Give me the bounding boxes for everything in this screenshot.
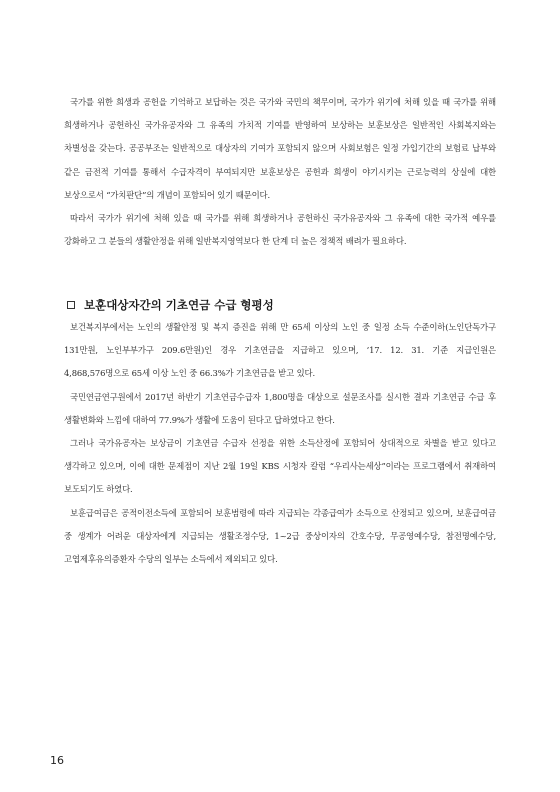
basic-pension-section	[64, 296, 496, 571]
section-paragraph-3: 그러나 국가유공자는 보상금이 기초연금 수급자 선정을 위한 소득산정에 포함되어 상대적으로 차별을 받고 있다고 생각하고 있으며, 이에 대한 문제점이 지난 2월 19일 KBS 시청자 칼럼 “우리사는세상”이라는 프로그램에서 취재하여 보도되기도 하였다.	[64, 438, 496, 495]
intro-paragraph-2: 따라서 국가가 위기에 처해 있을 때 국가를 위해 희생하거나 공헌하신 국가유공자와 그 유족에 대한 국가적 예우를 강화하고 그 분들의 생활안정을 위해 일반복지영역보다 한 단계 더 높은 정책적 배려가 필요하다.	[64, 213, 496, 247]
intro-text-block	[64, 91, 496, 253]
section-paragraph-2: 국민연금연구원에서 2017년 하반기 기초연금수급자 1,800명을 대상으로 설문조사를 실시한 결과 기초연금 수급 후 생활변화와 느낌에 대하여 77.9%가 생활에 도움이 된다고 답하였다고 한다.	[64, 391, 496, 425]
section-paragraph-4: 보훈급여금은 공적이전소득에 포함되어 보훈범령에 따라 지급되는 각종급여가 소득으로 산정되고 있으며, 보훈급여금 중 생계가 어려운 대상자에게 지급되는 생활조정수당, 1~2급 중상이자의 간호수당, 무공영예수당, 참전명예수당, 고엽제후유의증환자 수당의 일부는 소득에서 제외되고 있다.	[64, 507, 496, 565]
section-heading	[64, 296, 496, 314]
section-heading-text: 보훈대상자간의 기초연금 수급 형평성	[84, 298, 274, 312]
square-bullet-icon	[67, 301, 75, 309]
section-paragraph-1: 보건복지부에서는 노인의 생활안정 및 복지 증진을 위해 만 65세 이상의 노인 중 일정 소득 수준이하(노인단독가구 131만원, 노인부부가구 209.6만원)인 경우 기초연금을 지급하고 있으며, ’17. 12. 31. 기준 지급인원은 4,868,576명으로 65세 이상 노인 중 66.3%가 기초연금을 받고 있다.	[64, 322, 496, 379]
intro-paragraph-1: 국가를 위한 희생과 공헌을 기억하고 보답하는 것은 국가와 국민의 책무이며, 국가가 위기에 처해 있을 때 국가를 위해 희생하거나 공헌하신 국가유공자와 그 유족의 가치적 기여를 반영하여 보상하는 보훈보상은 일반적인 사회복지와는 차별성을 갖는다. 공공부조는 일반적으로 대상자의 기여가 포함되지 않으며 사회보험은 일정 가입기간의 보험료 납부와 같은 금전적 기여를 통해서 수급자격이 부여되지만 보훈보상은 공헌과 희생이 야기시키는 근로능력의 상실에 대한 보상으로서 “가치판단”의 개념이 포함되어 있기 때문이다.	[64, 97, 496, 200]
page-number: 16	[50, 754, 64, 767]
